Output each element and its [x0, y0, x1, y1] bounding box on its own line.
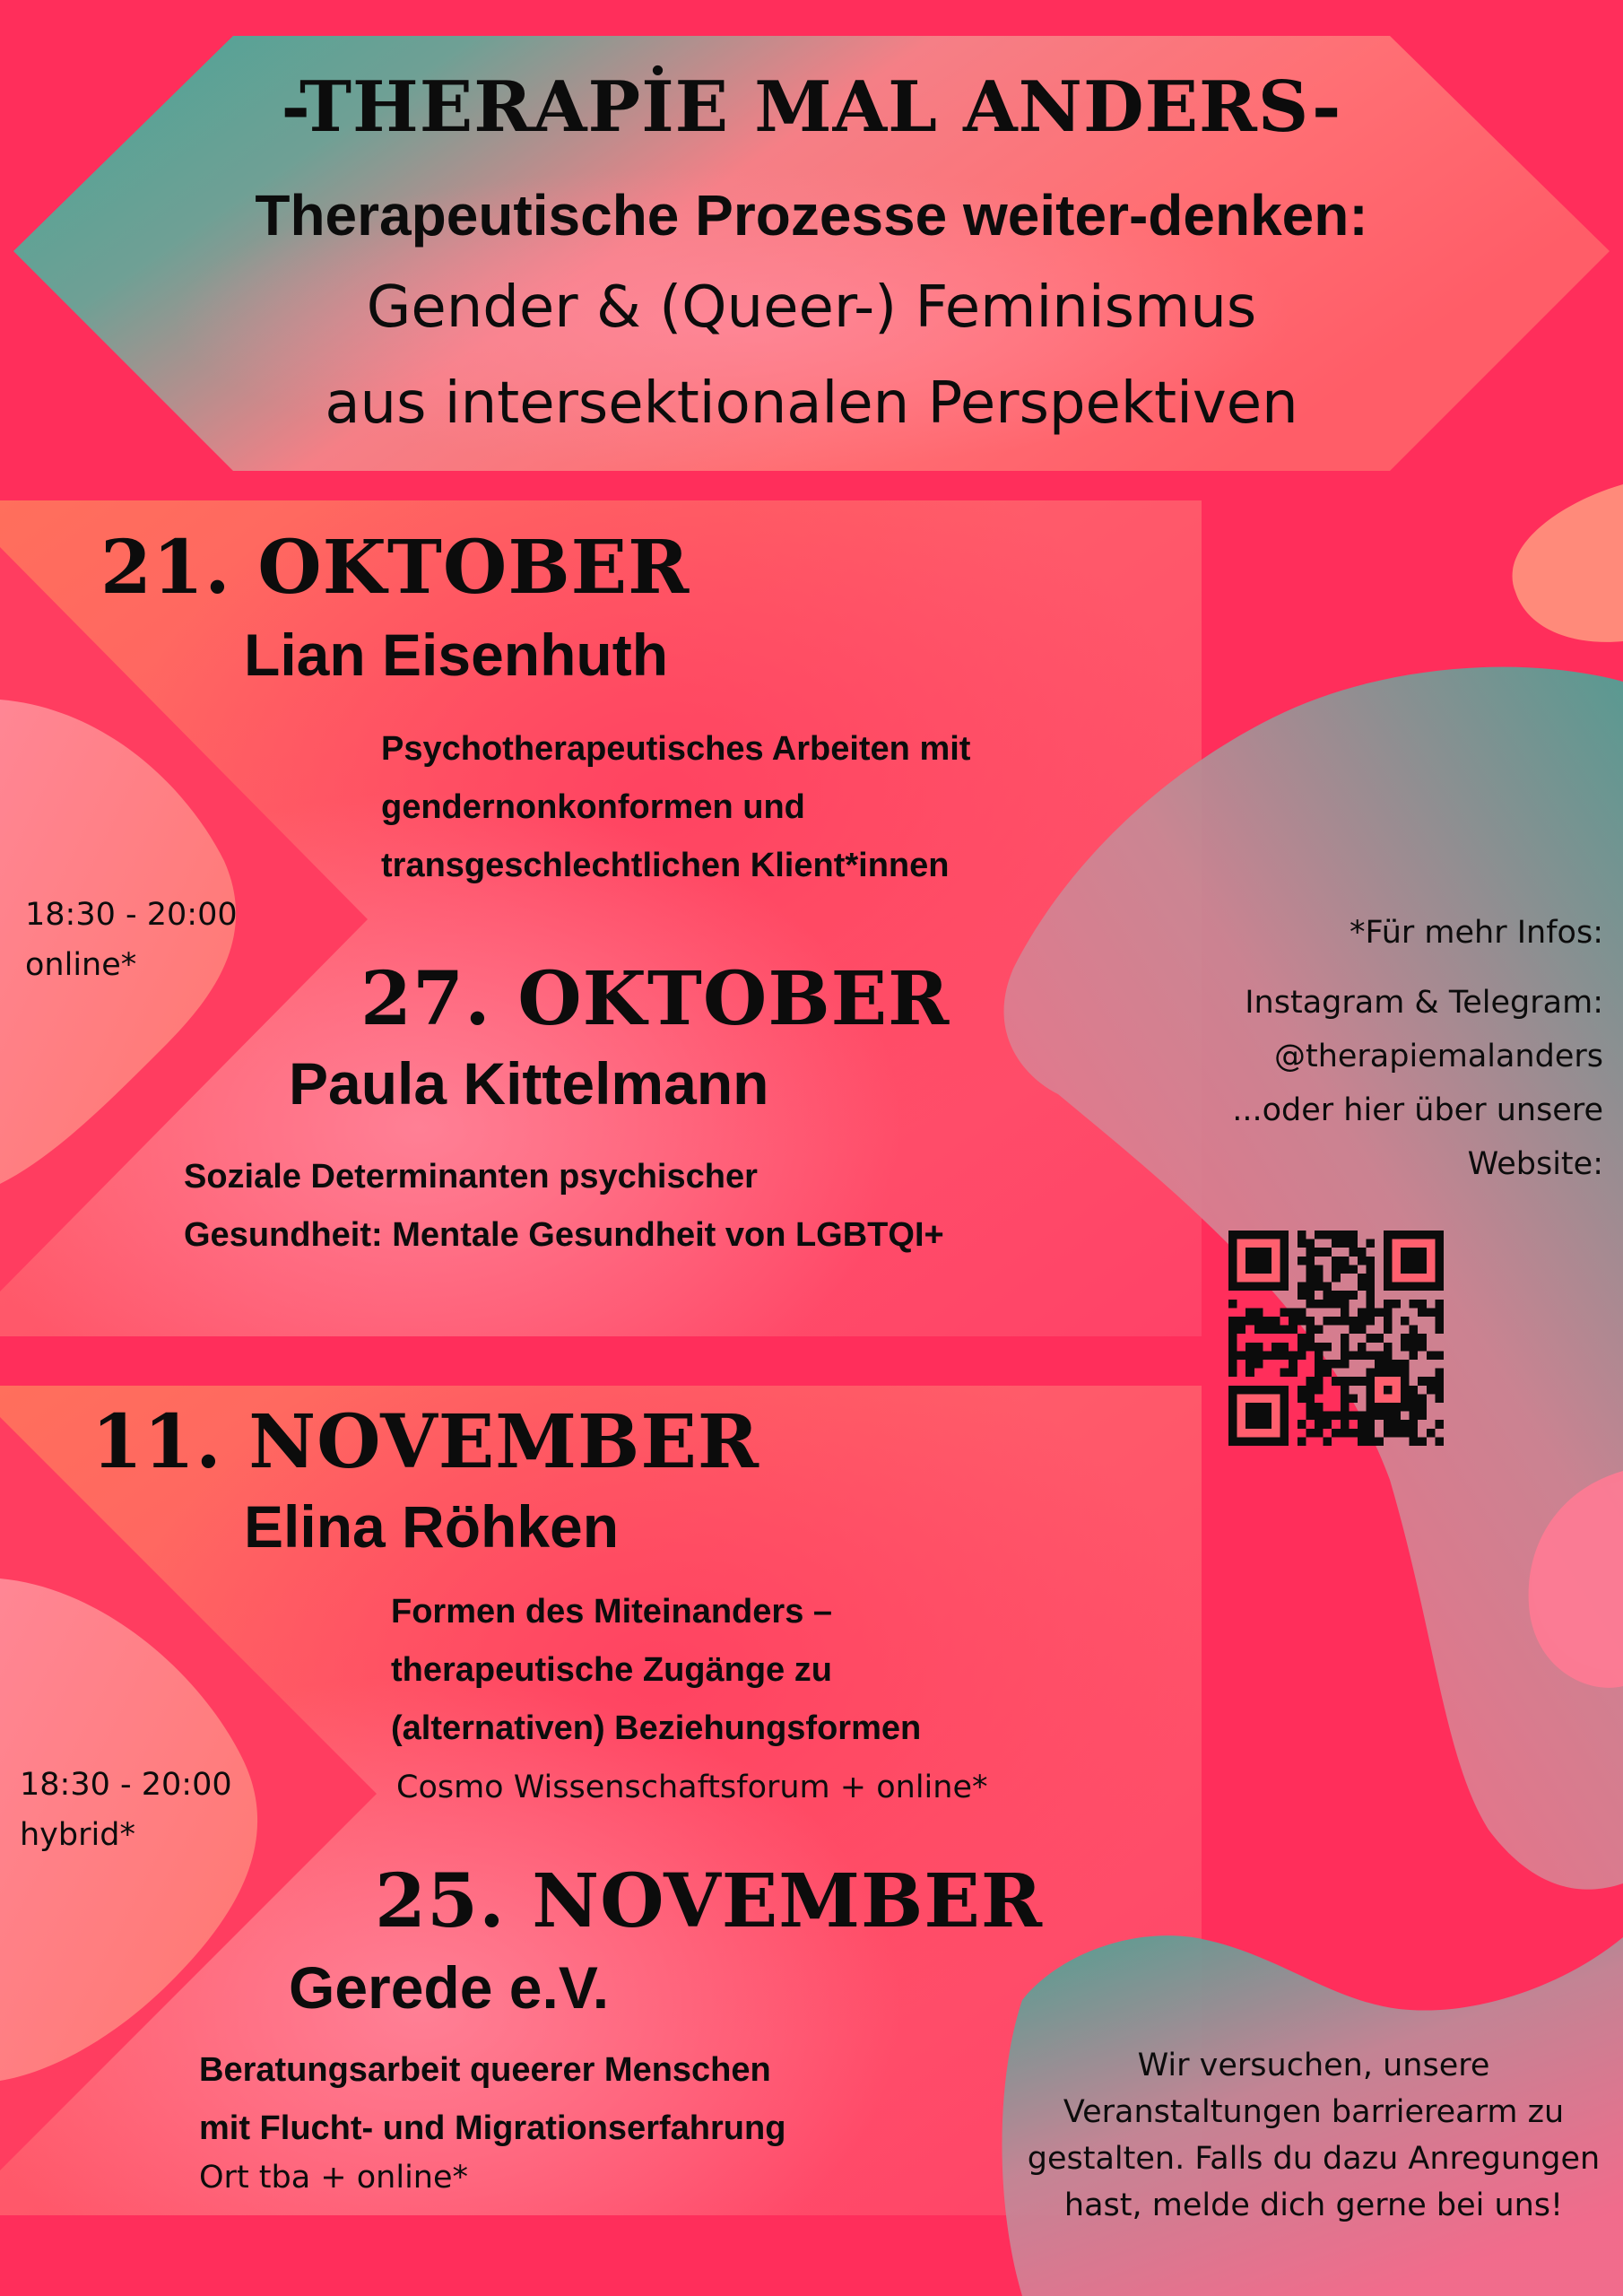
event-topic-line: Beratungsarbeit queerer Menschen [199, 2051, 771, 2089]
event-topic [184, 1148, 944, 1265]
event-date: 27. OKTOBER [360, 956, 950, 1042]
accessibility-notice [1022, 2042, 1605, 2229]
event-topic [199, 2041, 785, 2158]
qr-code-icon[interactable] [1228, 1231, 1444, 1446]
event-speaker: Elina Röhken [244, 1493, 620, 1560]
event-speaker: Gerede e.V. [289, 1954, 610, 2021]
event-speaker: Lian Eisenhuth [244, 622, 669, 688]
event-location: Cosmo Wissenschaftsforum + online* [396, 1770, 988, 1805]
event-date: 25. NOVEMBER [375, 1858, 1043, 1944]
event-date: 11. NOVEMBER [91, 1399, 759, 1485]
notice-line: Wir versuchen, unsere [1137, 2048, 1490, 2083]
event-topic-line: Formen des Miteinanders – [391, 1593, 833, 1631]
event-time: 18:30 - 20:00 [25, 897, 238, 933]
notice-line: gestalten. Falls du dazu Anregungen [1027, 2141, 1601, 2177]
info-line: Instagram & Telegram: [1245, 985, 1603, 1021]
info-line: Website: [1467, 1146, 1603, 1182]
event-date: 21. OKTOBER [100, 525, 690, 611]
notice-line: Veranstaltungen barrierearm zu [1063, 2094, 1565, 2130]
event-mode: hybrid* [20, 1817, 135, 1853]
event-topic-line: mit Flucht- und Migrationserfahrung [199, 2109, 786, 2147]
event-time-mode [20, 1760, 232, 1860]
event-topic-line: (alternativen) Beziehungsformen [391, 1709, 922, 1747]
poster-subtitle: Therapeutische Prozesse weiter-denken: [255, 183, 1368, 248]
info-line: ...oder hier über unsere [1232, 1092, 1603, 1128]
info-line: *Für mehr Infos: [1349, 915, 1603, 951]
info-line[interactable]: @therapiemalanders [1273, 1039, 1603, 1074]
info-text [1191, 906, 1603, 1191]
event-topic-line: Psychotherapeutisches Arbeiten mit [381, 730, 971, 768]
event-location: Ort tba + online* [199, 2160, 469, 2196]
poster-title: -THERAPİE MAL ANDERS- [281, 66, 1342, 148]
event-topic-line: transgeschlechtlichen Klient*innen [381, 847, 950, 884]
event-topic [391, 1583, 921, 1758]
event-topic-line: gendernonkonformen und [381, 788, 805, 826]
event-mode: online* [25, 947, 137, 983]
event-topic-line: Gesundheit: Mentale Gesundheit von LGBTQI+ [184, 1216, 944, 1254]
event-topic-line: therapeutische Zugänge zu [391, 1651, 832, 1689]
poster-theme-line-2: aus intersektionalen Perspektiven [325, 370, 1298, 437]
notice-line: hast, melde dich gerne bei uns! [1063, 2187, 1564, 2223]
event-time-mode [25, 890, 238, 990]
event-topic-line: Soziale Determinanten psychischer [184, 1158, 758, 1196]
event-topic [381, 720, 970, 895]
poster-theme-line-1: Gender & (Queer-) Feminismus [366, 274, 1257, 341]
event-speaker: Paula Kittelmann [289, 1050, 769, 1117]
event-time: 18:30 - 20:00 [20, 1767, 232, 1803]
